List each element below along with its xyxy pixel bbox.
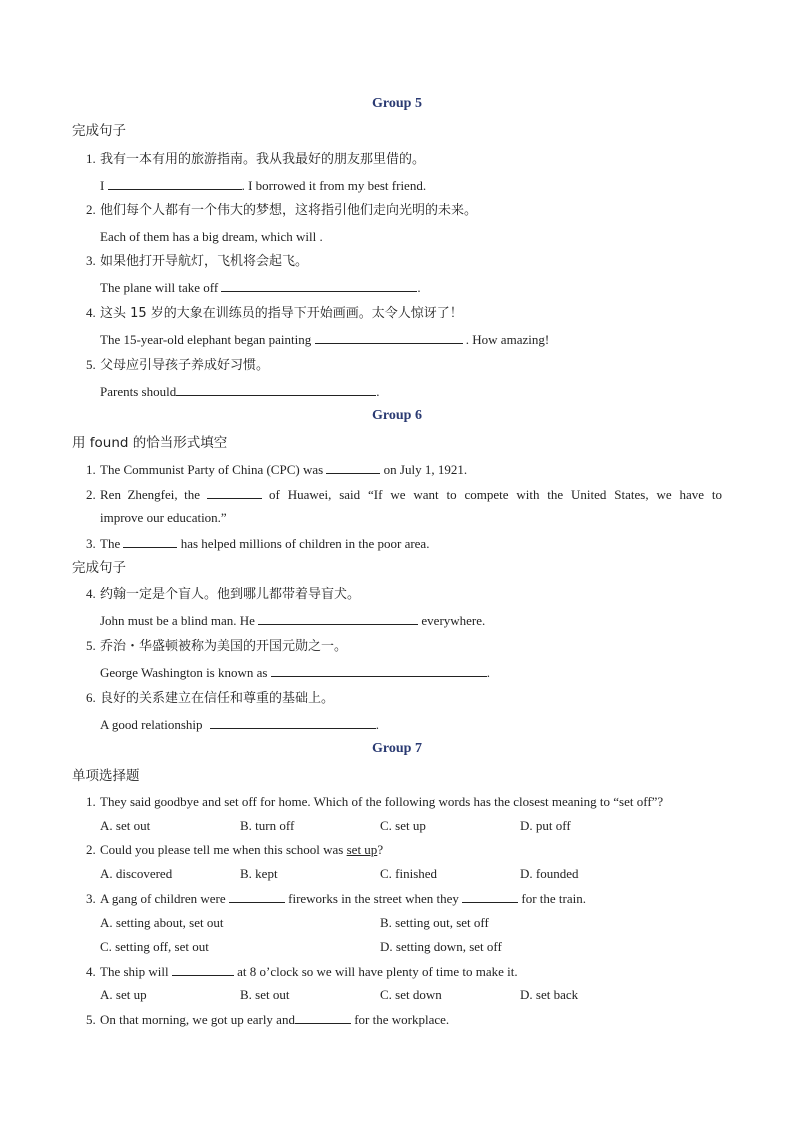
answer-blank[interactable] [326,461,380,474]
g6-q6-chinese: 6. 良好的关系建立在信任和尊重的基础上。 [86,690,335,706]
answer-blank[interactable] [258,612,418,625]
answer-blank[interactable] [271,664,487,677]
g5-q4-chinese: 4. 这头 15 岁的大象在训练员的指导下开始画画。太令人惊讶了！ [86,305,463,321]
g6-fill-2: 2. Ren Zhengfei, the of Huawei, said “If we want to compete with the United States, we have to [86,487,722,502]
g7-q4-stem: 4. The ship will at 8 o’clock so we will have plenty of time to make it. [86,964,518,979]
g6-fill-2-continued: improve our education.” [100,510,227,525]
g5-q3-chinese: 3. 如果他打开导航灯，飞机将会起飞。 [86,253,309,269]
g7-q1-option-a[interactable]: A. set out [100,818,151,833]
answer-blank[interactable] [210,716,376,729]
group-7-section-label: 单项选择题 [72,768,140,784]
g7-q2-option-a[interactable]: A. discovered [100,866,173,881]
answer-blank[interactable] [172,963,234,976]
answer-blank[interactable] [123,535,177,548]
answer-blank[interactable] [207,486,262,499]
g6-fill-1: 1. The Communist Party of China (CPC) was on July 1, 1921. [86,462,468,477]
g5-q3-english: The plane will take off . [100,280,421,295]
g7-q2-option-d[interactable]: D. founded [520,866,579,881]
answer-blank[interactable] [108,177,242,190]
g7-q2-option-c[interactable]: C. finished [380,866,438,881]
answer-blank[interactable] [295,1011,351,1024]
answer-blank[interactable] [176,383,376,396]
group-5-title: Group 5 [372,96,422,111]
g6-q5-chinese: 5. 乔治・华盛顿被称为美国的开国元勋之一。 [86,638,348,654]
group-6-title: Group 6 [372,408,422,423]
answer-blank[interactable] [315,331,463,344]
g7-q1-stem: 1. They said goodbye and set off for home. Which of the following words has the closest meaning to “set off”? [86,794,664,809]
g7-q1-option-b[interactable]: B. turn off [240,818,295,833]
g5-q5-english: Parents should . [100,384,380,399]
g6-q6-english: A good relationship . [100,717,380,732]
g6-fill-3: 3. The has helped millions of children in the poor area. [86,536,430,551]
g7-q5-stem: 5. On that morning, we got up early and for the workplace. [86,1012,450,1027]
g7-q4-option-b[interactable]: B. set out [240,987,290,1002]
g5-q2-english: Each of them has a big dream, which will . [100,229,323,244]
group-5-section-label: 完成句子 [72,123,126,139]
underlined-phrase: set up [346,842,378,857]
g7-q1-option-c[interactable]: C. set up [380,818,426,833]
group-7-title: Group 7 [372,741,422,756]
g7-q4-option-a[interactable]: A. set up [100,987,147,1002]
g7-q3-stem: 3. A gang of children were fireworks in the street when they for the train. [86,891,587,906]
g5-q5-chinese: 5. 父母应引导孩子养成好习惯。 [86,357,270,373]
g5-q1-english: I . I borrowed it from my best friend. [100,178,427,193]
answer-blank[interactable] [221,279,417,292]
group-6-section-found: 用 found 的恰当形式填空 [72,435,228,451]
g7-q2-stem: 2. Could you please tell me when this school was set up? [86,842,384,857]
g6-q4-chinese: 4. 约翰一定是个盲人。他到哪儿都带着导盲犬。 [86,586,361,602]
g5-q4-english: The 15-year-old elephant began painting . How amazing! [100,332,550,347]
g7-q3-option-c[interactable]: C. setting off, set out [100,939,209,954]
g5-q2-chinese: 2. 他们每个人都有一个伟大的梦想，这将指引他们走向光明的未来。 [86,202,478,218]
g7-q3-option-d[interactable]: D. setting down, set off [380,939,502,954]
g6-q4-english: John must be a blind man. He everywhere. [100,613,486,628]
g7-q3-option-a[interactable]: A. setting about, set out [100,915,224,930]
g7-q3-option-b[interactable]: B. setting out, set off [380,915,489,930]
g7-q4-option-d[interactable]: D. set back [520,987,579,1002]
group-6-section-complete: 完成句子 [72,560,126,576]
g7-q1-option-d[interactable]: D. put off [520,818,571,833]
answer-blank[interactable] [229,890,285,903]
g6-q5-english: George Washington is known as . [100,665,490,680]
g5-q1-chinese: 1. 我有一本有用的旅游指南。我从我最好的朋友那里借的。 [86,151,426,167]
g7-q4-option-c[interactable]: C. set down [380,987,442,1002]
g7-q2-option-b[interactable]: B. kept [240,866,278,881]
answer-blank[interactable] [462,890,518,903]
